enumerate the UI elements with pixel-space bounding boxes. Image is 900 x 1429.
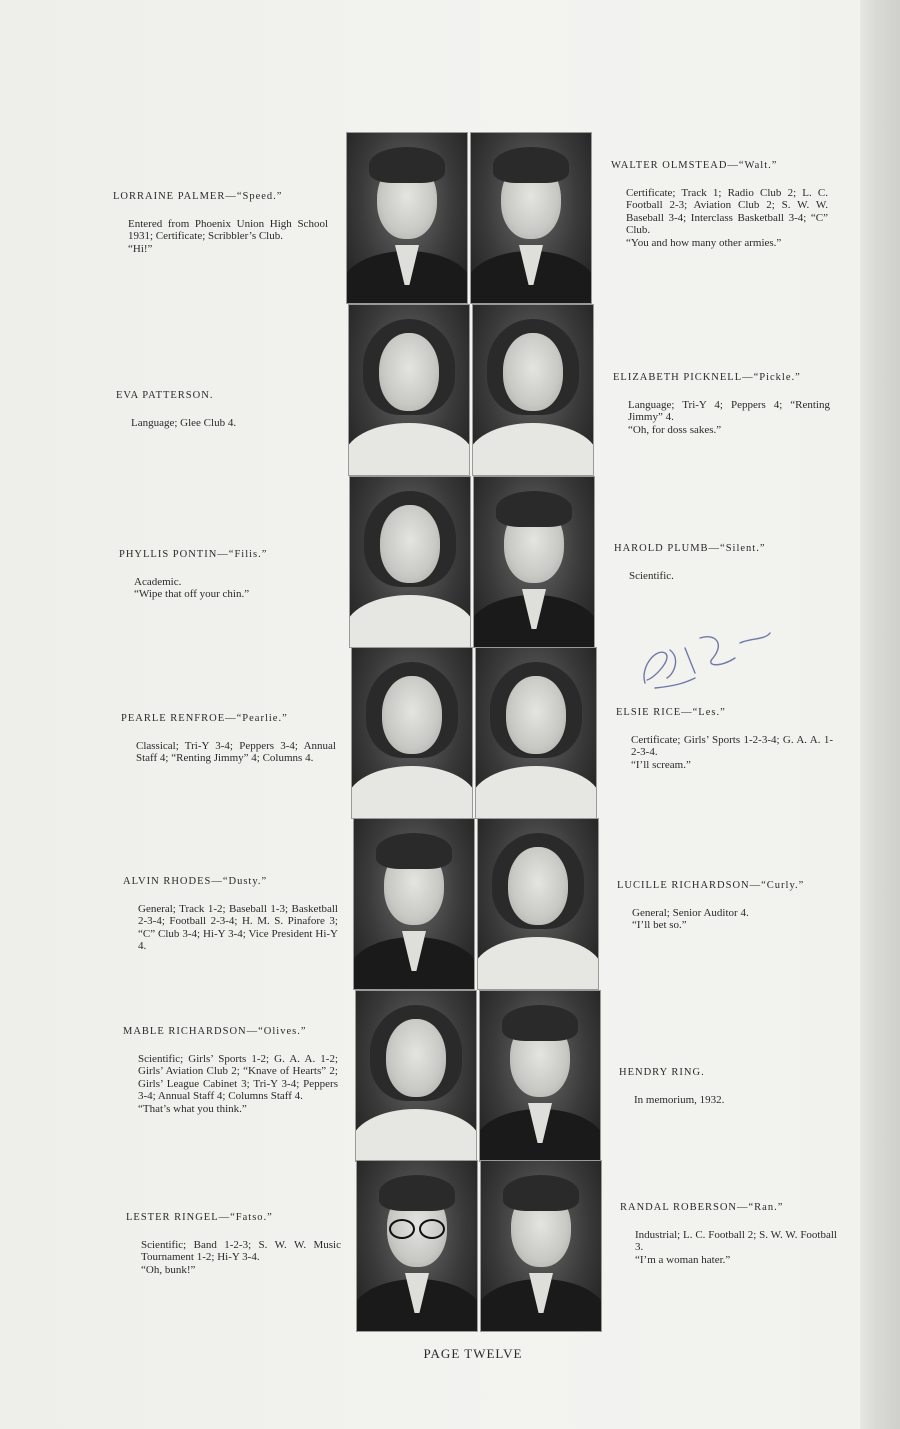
student-name: PEARLE RENFROE—“Pearlie.” — [121, 713, 288, 724]
entry-right-2 — [613, 372, 830, 436]
student-activities: Scientific. — [629, 569, 674, 582]
page-edge — [860, 0, 900, 1429]
student-activities: Scientific; Girls’ Sports 1-2; G. A. A. 1-2; Girls’ Aviation Club 2; “Knave of Hearts” 2; Girls’ League Cabinet 3; Tri-Y 3-4; Peppers 3-4; Annual Staff 4; Columns Staff 4. — [138, 1052, 338, 1103]
student-activities: Classical; Tri-Y 3-4; Peppers 3-4; Annual Staff 4; “Renting Jimmy” 4; Columns 4. — [136, 739, 336, 765]
entry-right-3 — [614, 543, 831, 582]
entry-left-4 — [121, 713, 336, 765]
student-name: HAROLD PLUMB—“Silent.” — [614, 543, 766, 554]
student-activities: Certificate; Girls’ Sports 1-2-3-4; G. A. A. 1-2-3-4. — [631, 733, 833, 759]
student-name: ELIZABETH PICKNELL—“Pickle.” — [613, 372, 801, 383]
student-activities: Scientific; Band 1-2-3; S. W. W. Music Tournament 1-2; Hi-Y 3-4. — [141, 1238, 341, 1264]
student-name: WALTER OLMSTEAD—“Walt.” — [611, 160, 778, 171]
entry-right-1 — [611, 160, 828, 250]
student-name: LUCILLE RICHARDSON—“Curly.” — [617, 880, 805, 891]
student-activities: Academic. — [134, 575, 182, 588]
entry-right-5 — [617, 880, 834, 932]
student-activities: General; Senior Auditor 4. — [632, 906, 749, 919]
entry-left-6 — [123, 1026, 338, 1116]
handwritten-signature — [625, 628, 775, 698]
student-activities: Entered from Phoenix Union High School 1931; Certificate; Scribbler’s Club. — [128, 217, 328, 243]
portrait-harold-plumb — [473, 476, 595, 648]
student-activities: General; Track 1-2; Baseball 1-3; Basketball 2-3-4; Football 2-3-4; H. M. S. Pinafore 3; “C” Club 3-4; Hi-Y 3-4; Vice President Hi-Y 4. — [138, 902, 338, 953]
student-quote: “I’ll scream.” — [631, 758, 691, 771]
student-quote: “I’m a woman hater.” — [635, 1253, 731, 1266]
portrait-lester-ringel — [356, 1160, 478, 1332]
portrait-phyllis-pontin — [349, 476, 471, 648]
student-quote: “Wipe that off your chin.” — [134, 588, 250, 601]
portrait-randal-roberson — [480, 1160, 602, 1332]
student-quote: “You and how many other armies.” — [626, 236, 782, 249]
student-quote: “Oh, bunk!” — [141, 1263, 196, 1276]
student-activities: Certificate; Track 1; Radio Club 2; L. C. Football 2-3; Aviation Club 2; S. W. W. Baseball 3-4; Interclass Basketball 3-4; “C” Club. — [626, 186, 828, 237]
student-name: LESTER RINGEL—“Fatso.” — [126, 1212, 273, 1223]
portrait-grid — [344, 130, 600, 1330]
entry-left-2 — [116, 390, 331, 429]
student-quote: “I’ll bet so.” — [632, 919, 687, 932]
entry-left-1 — [113, 191, 328, 255]
student-quote: “Oh, for doss sakes.” — [628, 423, 722, 436]
student-name: PHYLLIS PONTIN—“Filis.” — [119, 549, 268, 560]
entry-right-7 — [620, 1202, 837, 1266]
entry-left-7 — [126, 1212, 341, 1276]
portrait-mable-richardson — [355, 990, 477, 1162]
portrait-eva-patterson — [348, 304, 470, 476]
student-name: MABLE RICHARDSON—“Olives.” — [123, 1026, 307, 1037]
portrait-elsie-rice — [475, 647, 597, 819]
portrait-lucille-richardson — [477, 818, 599, 990]
student-quote: “That’s what you think.” — [138, 1102, 247, 1115]
student-name: HENDRY RING. — [619, 1067, 705, 1078]
student-name: ALVIN RHODES—“Dusty.” — [123, 876, 268, 887]
student-activities: Industrial; L. C. Football 2; S. W. W. Football 3. — [635, 1228, 837, 1254]
student-quote: “Hi!” — [128, 242, 153, 255]
student-name: RANDAL ROBERSON—“Ran.” — [620, 1202, 784, 1213]
portrait-walter-olmstead — [470, 132, 592, 304]
page-number-footer: PAGE TWELVE — [423, 1346, 523, 1361]
student-activities: Language; Tri-Y 4; Peppers 4; “Renting Jimmy” 4. — [628, 398, 830, 424]
portrait-alvin-rhodes — [353, 818, 475, 990]
student-activities: Language; Glee Club 4. — [131, 416, 237, 429]
portrait-pearle-renfroe — [351, 647, 473, 819]
student-name: EVA PATTERSON. — [116, 390, 214, 401]
entry-left-3 — [119, 549, 334, 601]
entry-left-5 — [123, 876, 338, 953]
student-name: LORRAINE PALMER—“Speed.” — [113, 191, 283, 202]
portrait-lorraine-palmer — [346, 132, 468, 304]
student-name: ELSIE RICE—“Les.” — [616, 707, 726, 718]
entry-right-4 — [616, 707, 833, 771]
entry-right-6 — [619, 1067, 836, 1106]
portrait-elizabeth-picknell — [472, 304, 594, 476]
student-activities: In memorium, 1932. — [634, 1093, 725, 1106]
portrait-hendry-ring — [479, 990, 601, 1162]
